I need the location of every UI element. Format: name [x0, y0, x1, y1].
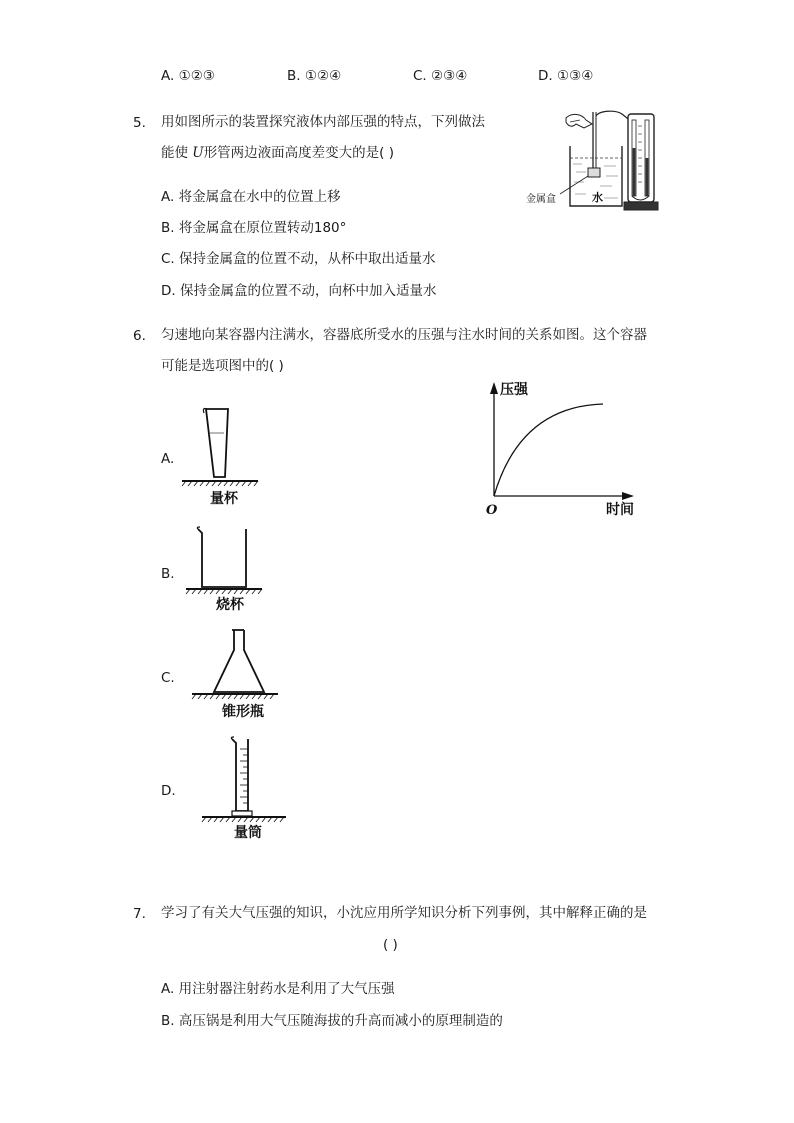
- option-letter: B.: [287, 68, 301, 84]
- option-text: 用注射器注射药水是利用了大气压强: [178, 981, 395, 997]
- water-label: 水: [592, 191, 603, 204]
- q6-stem-line1: 匀速地向某容器内注满水，容器底所受水的压强与注水时间的关系如图。这个容器: [161, 327, 647, 343]
- option-text: 将金属盒在原位置转动180°: [178, 220, 347, 236]
- option-letter: D.: [161, 283, 176, 299]
- q6-stem-line2: 可能是选项图中的( ): [161, 358, 284, 374]
- beaker-figure: [184, 523, 264, 615]
- q5-option-a: [161, 188, 341, 206]
- caption-conical-flask: 锥形瓶: [222, 704, 264, 720]
- q5-option-b: [161, 219, 346, 237]
- question-number: 6.: [133, 328, 146, 344]
- option-letter: D.: [538, 68, 553, 84]
- q7-option-b: [161, 1012, 503, 1030]
- option-letter: B.: [161, 220, 175, 236]
- question-number: 7.: [133, 906, 146, 922]
- q5-stem-line2: [161, 144, 394, 162]
- pressure-time-graph: [478, 378, 648, 520]
- option-letter: C.: [413, 68, 427, 84]
- q6-option-d-letter: D.: [161, 783, 176, 799]
- option-text: 将金属盒在水中的位置上移: [178, 189, 341, 205]
- option-letter: A.: [161, 68, 175, 84]
- caption-beaker: 烧杯: [216, 597, 244, 613]
- graduated-cylinder-figure: [200, 733, 290, 843]
- q4-option-a: [161, 67, 215, 85]
- option-text: 高压锅是利用大气压随海拔的升高而减小的原理制造的: [178, 1013, 503, 1029]
- q4-option-d: [538, 67, 593, 85]
- q5-option-c: [161, 250, 436, 268]
- q7-option-a: [161, 980, 395, 998]
- q6-option-b-letter: B.: [161, 566, 175, 582]
- option-text: ②③④: [431, 68, 468, 84]
- option-letter: A.: [161, 189, 175, 205]
- option-text: ①③④: [556, 68, 594, 84]
- q5-stem-line1: 用如图所示的装置探究液体内部压强的特点，下列做法: [161, 114, 485, 130]
- q4-option-c: [413, 67, 467, 85]
- stem-text: 形管两边液面高度差变大的是( ): [203, 145, 395, 161]
- q4-option-b: [287, 67, 341, 85]
- option-letter: C.: [161, 251, 175, 267]
- q7-stem-line2: ( ): [383, 937, 398, 953]
- caption-measuring-cup: 量杯: [210, 491, 238, 507]
- option-letter: A.: [161, 981, 175, 997]
- option-text: ①②④: [304, 68, 342, 84]
- q5-option-d: [161, 282, 436, 300]
- graph-ylabel: 压强: [500, 382, 528, 398]
- stem-italic-u: U: [192, 145, 204, 161]
- metal-box-label: 金属盒: [526, 194, 556, 205]
- caption-graduated-cylinder: 量筒: [234, 825, 262, 841]
- conical-flask-figure: [190, 626, 280, 722]
- q7-stem-line1: 学习了有关大气压强的知识，小沈应用所学知识分析下列事例，其中解释正确的是: [161, 905, 647, 921]
- option-text: ①②③: [178, 68, 215, 84]
- pressure-gauge-figure: [520, 108, 660, 212]
- stem-text: 能使: [161, 145, 193, 161]
- option-letter: B.: [161, 1013, 175, 1029]
- option-text: 保持金属盒的位置不动，从杯中取出适量水: [179, 251, 436, 267]
- q6-option-c-letter: C.: [161, 670, 175, 686]
- graph-xlabel: 时间: [606, 502, 634, 518]
- graph-origin: O: [486, 503, 498, 518]
- option-text: 保持金属盒的位置不动，向杯中加入适量水: [179, 283, 437, 299]
- measuring-cup-figure: [180, 405, 260, 509]
- q6-option-a-letter: A.: [161, 451, 175, 467]
- question-number: 5.: [133, 115, 146, 131]
